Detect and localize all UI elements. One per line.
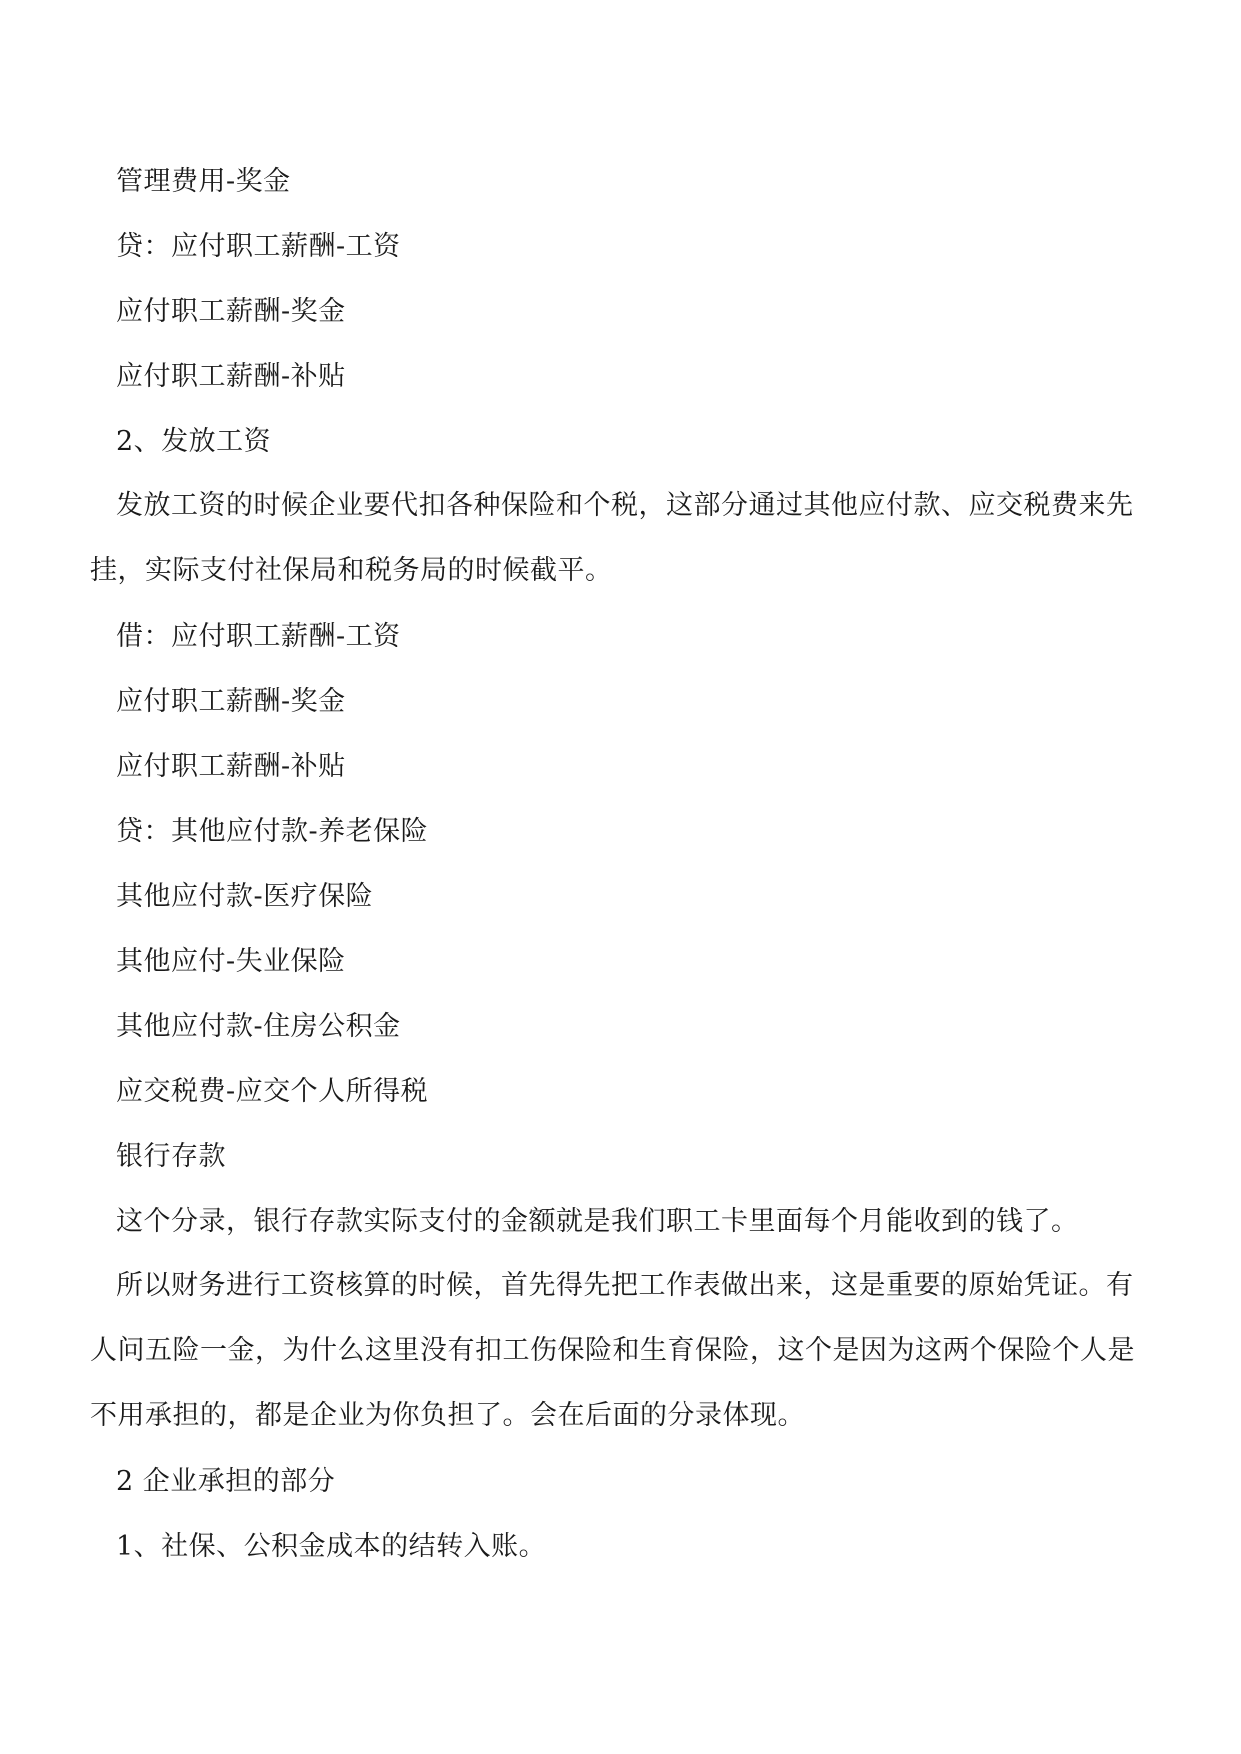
paragraph: 所以财务进行工资核算的时候，首先得先把工作表做出来，这是重要的原始凭证。有人问五险一金，为什么这里没有扣工伤保险和生育保险，这个是因为这两个保险个人是不用承担的，都是企业为你负担了。会在后面的分录体现。 [90,1270,1135,1431]
text-line: 其他应付款-住房公积金 [116,1011,401,1042]
paragraph: 发放工资的时候企业要代扣各种保险和个税，这部分通过其他应付款、应交税费来先挂，实际支付社保局和税务局的时候截平。 [90,490,1134,586]
text-line: 其他应付-失业保险 [116,946,346,977]
section-heading: 2、发放工资 [116,426,272,457]
text-line: 其他应付款-医疗保险 [116,881,374,912]
text-line: 这个分录，银行存款实际支付的金额就是我们职工卡里面每个月能收到的钱了。 [116,1206,1079,1237]
text-line: 贷：其他应付款-养老保险 [116,816,429,847]
text-line: 应交税费-应交个人所得税 [116,1076,429,1107]
text-line: 应付职工薪酬-补贴 [116,361,346,392]
text-line: 银行存款 [116,1141,226,1172]
section-heading: 2 企业承担的部分 [116,1466,336,1497]
text-line: 借：应付职工薪酬-工资 [116,621,401,652]
text-line: 应付职工薪酬-补贴 [116,751,346,782]
text-line: 贷：应付职工薪酬-工资 [116,231,401,262]
section-heading: 1、社保、公积金成本的结转入账。 [116,1531,547,1562]
text-line: 应付职工薪酬-奖金 [116,296,346,327]
text-line: 管理费用-奖金 [116,166,291,197]
text-line: 应付职工薪酬-奖金 [116,686,346,717]
